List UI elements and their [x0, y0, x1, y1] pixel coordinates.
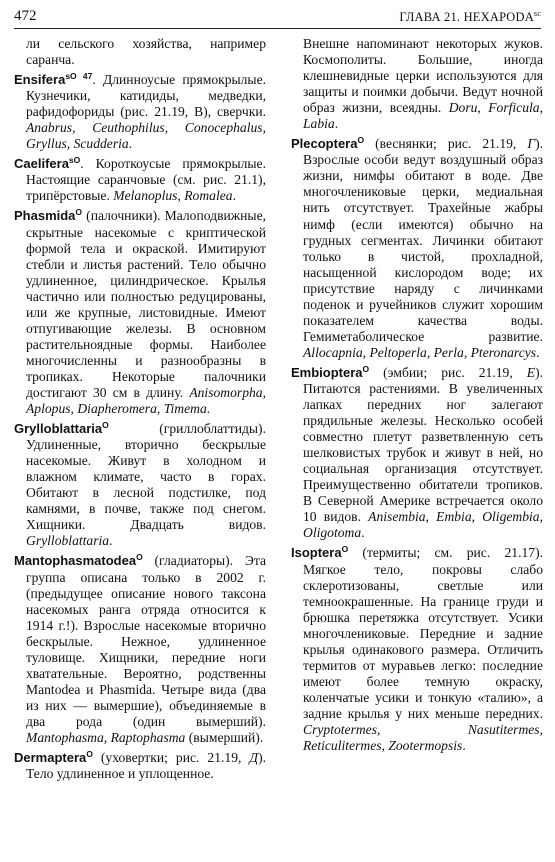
- entry-mark: O: [75, 207, 83, 218]
- entry-text: ли сельского хозяйства, например саранча.: [26, 36, 266, 68]
- entry-term: Plecoptera: [291, 136, 358, 152]
- running-header: [14, 6, 541, 29]
- entry-phasmida: [14, 204, 266, 417]
- entry-mark: O: [357, 135, 365, 146]
- entry-latin: Г: [527, 136, 536, 152]
- entry-isoptera: [291, 541, 543, 754]
- chapter-title-mark: sc: [533, 9, 541, 18]
- entry-continuation: [291, 36, 543, 132]
- chapter-title: [399, 9, 541, 25]
- entry-after: (вымерший).: [185, 729, 264, 745]
- entry-mark: O: [86, 749, 93, 760]
- entry-mark: sO 47: [65, 71, 93, 82]
- entry-term: Grylloblattaria: [14, 421, 103, 437]
- entry-latin-genera: Anisembia, Embia, Oligembia, Oligotoma: [303, 509, 543, 541]
- chapter-title-text: ГЛАВА 21. HEXAPODA: [399, 10, 534, 25]
- entry-latin: Anisomorpha, Aplopus, Diapheromera, Timema: [26, 384, 266, 417]
- entry-after-genera: .: [536, 344, 540, 360]
- entry-after: .: [462, 738, 466, 754]
- entry-mark: O: [362, 363, 370, 374]
- entry-dermaptera: [14, 746, 266, 782]
- entry-latin: Д: [249, 750, 259, 766]
- entry-latin: Grylloblattaria: [26, 533, 110, 549]
- entry-continuation: [14, 36, 266, 68]
- entry-latin: Anabrus, Ceuthophilus, Conocephalus, Gryllus, Scudderia: [26, 120, 266, 152]
- entry-text: (гриллоблаттиды). Удлиненные, вторично бескрылые насекомые. Живут в холодном и влажном климате, часто в горах. Обитают в лесной подстилке, под камнями, в почве, также под снегом. Хищники. Двадцать видов.: [26, 421, 266, 533]
- page-number: 472: [14, 8, 37, 24]
- entry-embioptera: [291, 361, 543, 542]
- entry-latin: Cryptotermes, Nasutitermes, Reticulitermes, Zootermopsis: [303, 721, 543, 754]
- entry-text: (гладиаторы). Эта группа описана только в 2002 г. (предыдущее описание нового таксона насекомых ранга отряда относится к 1914 г.!). Взрослые насекомые вторично бескрылые. Нежное, удлиненное туловище. Хищники, передние ноги хватательные. Вероятно, родственны Mantodea и Phasmida. Четыре вида (два из них — вымершие), объединяемые в два рода (один вымерший).: [26, 553, 266, 729]
- entry-text: . Короткоусые прямокрылые. Настоящие саранчовые (см. рис. 21.1), трипёрстовые.: [26, 156, 266, 204]
- entry-term: Ensifera: [14, 72, 66, 88]
- entry-ensifera: [14, 68, 266, 152]
- entry-text: (эмбии; рис. 21.19,: [369, 364, 527, 380]
- entry-term: Dermaptera: [14, 750, 87, 766]
- entry-term: Embioptera: [291, 364, 363, 380]
- entry-mark: O: [102, 420, 109, 431]
- entry-text: (уховертки; рис. 21.19,: [92, 750, 250, 766]
- entry-latin: Doru, Forficula, Labia: [303, 100, 543, 132]
- entry-latin: Mantophasma, Raptophasma: [26, 729, 186, 745]
- entry-after: ). Питаются растениями. В увеличенных лапках передних ног залегают прядильные железы. Несколько особей совместно плетут разветвленную сеть шелковистых трубок и живут в ней, но социальная организация отсутствует. Преимущественно обитатели тропиков. В Северной Америке встречается около 10 видов.: [303, 364, 543, 525]
- entry-after-genera: .: [361, 525, 365, 541]
- entry-term: Caelifera: [14, 156, 69, 172]
- entry-after: .: [128, 136, 133, 152]
- entry-mark: O: [341, 544, 349, 555]
- entry-after: .: [334, 116, 339, 132]
- entry-latin-genera: Allocapnia, Peltoperla, Perla, Pteronarcys: [303, 344, 537, 360]
- entry-plecoptera: [291, 132, 543, 361]
- entry-after: ). Тело удлиненное и уплощенное.: [26, 750, 266, 782]
- entry-after: .: [206, 401, 211, 417]
- entry-text: (термиты; см. рис. 21.17). Мягкое тело, покровы слабо склеротизованы, светлые или темноокрашенные. На границе груди и брюшка перетяжка отсутствует. Усики многочлениковые. Передние и задние крылья одинакового размера. Отличить термитов от муравьев легко: последние имеют более темную окраску, коленчатые усики и тонкую «талию», а задние крылья у них меньше передних.: [303, 545, 543, 721]
- entry-text: . Длинноусые прямокрылые. Кузнечики, катидиды, медведки, рафидофориды (рис. 21.19, В), сверчки.: [26, 72, 266, 120]
- entry-mark: O: [136, 552, 143, 563]
- entry-caelifera: [14, 152, 266, 204]
- entry-after: .: [232, 188, 236, 204]
- entry-after: ). Взрослые особи ведут воздушный образ жизни, нимфы обитают в воде. Две многочлениковые церки, медиальная нить отсутствует. Трахейные жабры нимф (если имеются) обычно на грудных сегментах. Личинки обитают только в чистой, прохладной, насыщенной кислородом воде; их присутствие наряду с личинками поденок и ручейников служит хорошим показателем качества воды. Гемиметаболическое развитие.: [303, 136, 543, 344]
- entry-term: Isoptera: [291, 545, 342, 561]
- entry-text: (веснянки; рис. 21.19,: [364, 136, 528, 152]
- entry-term: Phasmida: [14, 208, 76, 224]
- entry-mark: sO: [68, 155, 81, 166]
- entry-mantophasmatodea: [14, 549, 266, 746]
- right-column: [291, 36, 543, 754]
- entry-grylloblattaria: [14, 417, 266, 549]
- entry-after: .: [109, 533, 113, 549]
- entry-term: Mantophasmatodea: [14, 553, 137, 569]
- entry-latin: Е: [526, 364, 536, 380]
- entry-latin: Melanoplus, Romalea: [113, 188, 233, 204]
- entry-text: (палочники). Малоподвижные, скрытные насекомые с криптической формой тела и окраской. Имитируют стебли и листья растений. Тело обычно удлиненное, цилиндрическое. Крылья частично или полностью редуцированы, или же крупные, листовидные. Имеют отпугивающие железы. В основном растительноядные формы. Наиболее многочисленны и разнообразны в тропиках. Некоторые палочники достигают 30 см в длину.: [26, 208, 266, 400]
- entry-text: Внешне напоминают некоторых жуков. Космополиты. Большие, иногда клешневидные церки используются для защиты и поимки добычи. Ведут ночной образ жизни, всеядны.: [303, 36, 543, 116]
- left-column: [14, 36, 266, 782]
